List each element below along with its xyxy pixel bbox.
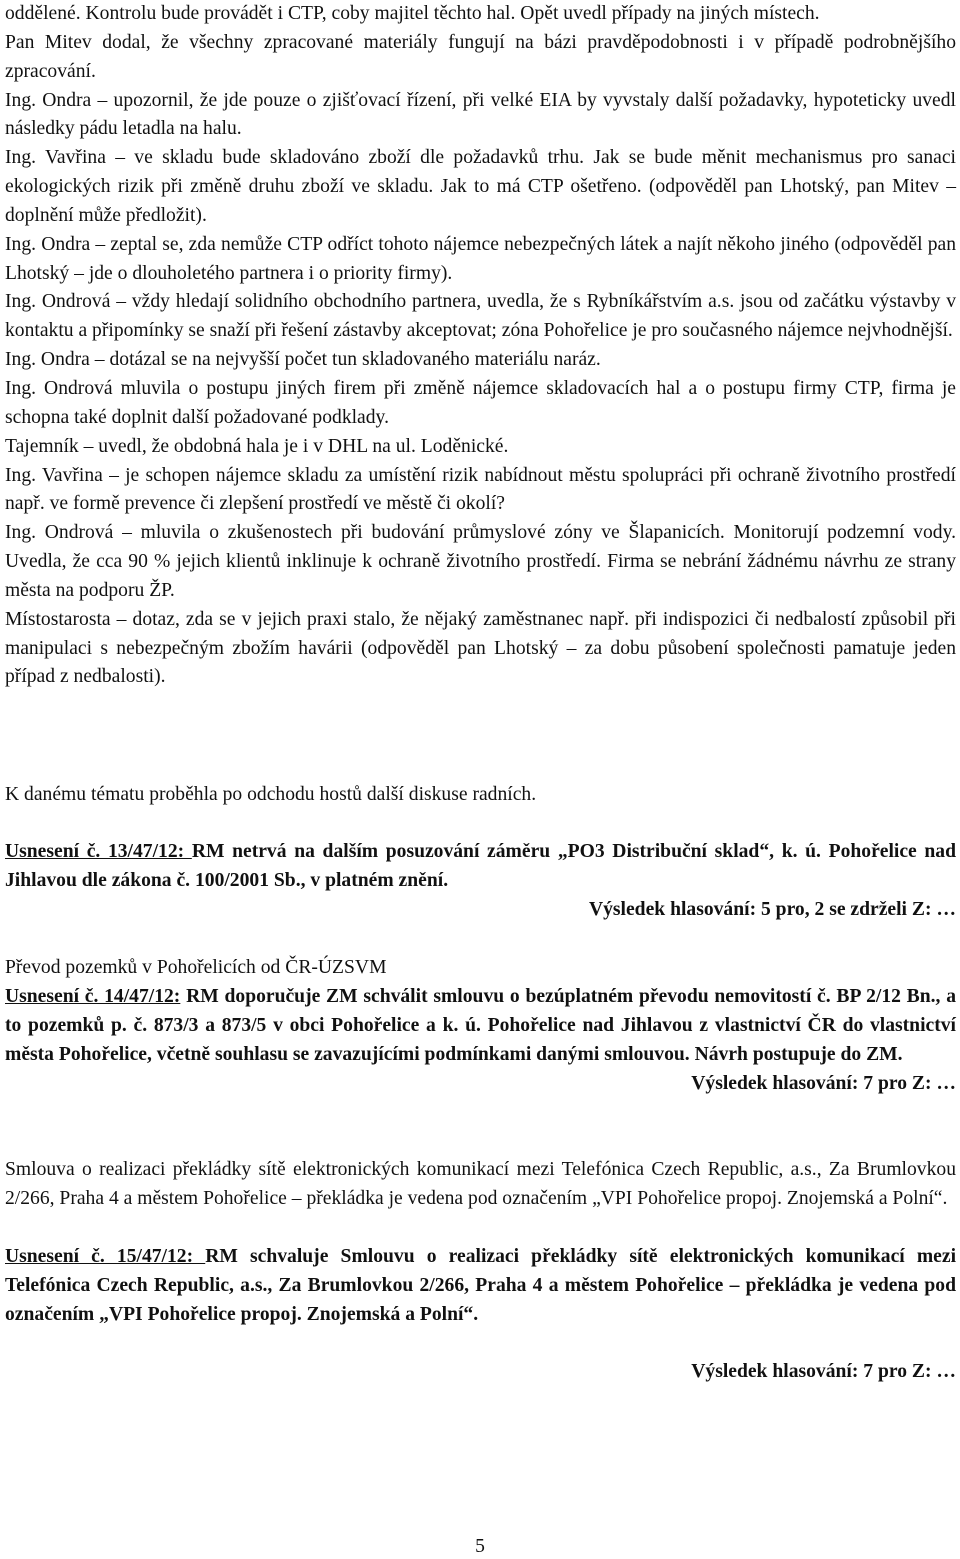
- resolution-15-label: Usnesení č. 15/47/12:: [5, 1246, 206, 1267]
- discussion-paragraph: Ing. Vavřina – je schopen nájemce skladu za umístění rizik nabídnout městu spolupráci při ochraně životního prostředí např. ve formě prevence či zlepšení prostředí ve městě či okolí?: [5, 464, 956, 515]
- discussion-paragraph: Tajemník – uvedl, že obdobná hala je i v DHL na ul. Loděnické.: [5, 435, 509, 457]
- page-number: 5: [475, 1536, 485, 1557]
- resolution-13-label: Usnesení č. 13/47/12:: [5, 841, 192, 862]
- resolution-14-vote: Výsledek hlasování: 7 pro Z: …: [691, 1072, 956, 1094]
- topic-15-text: Smlouva o realizaci překládky sítě elektronických komunikací mezi Telefónica Czech Republic, a.s., Za Brumlovkou 2/266, Praha 4 a městem Pohořelice – překládka je vedena pod označením „VPI Pohořelice propoj. Znojemská a Polní“.: [5, 1159, 956, 1209]
- resolution-13-vote: Výsledek hlasování: 5 pro, 2 se zdrželi Z: …: [588, 898, 956, 920]
- discussion-paragraph: Ing. Ondra – upozornil, že jde pouze o zjišťovací řízení, při velké EIA by vyvstaly další požadavky, hypoteticky uvedl následky pádu letadla na halu.: [5, 89, 956, 140]
- discussion-paragraph: Místostarosta – dotaz, zda se v jejich praxi stalo, že nějaký zaměstnanec např. při indispozici či nedbalostí způsobil při manipulaci s nebezpečným zbožím havárii (odpověděl pan Lhotský – za dobu působení společnosti pamatuje jeden případ z nedbalosti).: [5, 608, 956, 688]
- discussion-paragraph: Ing. Ondrová mluvila o postupu jiných firem při změně nájemce skladovacích hal a o postupu firmy CTP, firma je schopna také doplnit další požadované podklady.: [5, 377, 956, 428]
- discussion-paragraph: Ing. Ondrová – vždy hledají solidního obchodního partnera, uvedla, že s Rybníkářstvím a.s. jsou od začátku výstavby v kontaktu a připomínky se snaží při řešení zástavby akceptovat; zóna Pohořelice je pro současného nájemce nejvhodnější.: [5, 291, 956, 342]
- topic-14-title: [5, 954, 956, 983]
- discussion-paragraph: Ing. Ondra – dotázal se na nejvyšší počet tun skladovaného materiálu naráz.: [5, 349, 601, 371]
- resolution-14: [5, 983, 956, 1098]
- closing-note: [5, 781, 956, 810]
- resolution-15: [5, 1243, 956, 1386]
- resolution-15-vote: Výsledek hlasování: 7 pro Z: …: [691, 1360, 956, 1382]
- resolution-13-text: RM netrvá na dalším posuzování záměru „PO3 Distribuční sklad“, k. ú. Pohořelice nad Jihlavou dle zákona č. 100/2001 Sb., v platném znění.: [5, 841, 956, 891]
- discussion-paragraph: oddělené. Kontrolu bude provádět i CTP, coby majitel těchto hal. Opět uvedl případy na jiných místech.: [5, 3, 820, 24]
- resolution-14-body: [5, 983, 956, 1070]
- resolution-15-text: RM schvaluje Smlouvu o realizaci překládky sítě elektronických komunikací mezi Telefónica Czech Republic, a.s., Za Brumlovkou 2/266, Praha 4 a městem Pohořelice – překládka je vedena pod označením „VPI Pohořelice propoj. Znojemská a Polní“.: [5, 1246, 957, 1325]
- closing-note-text: K danému tématu proběhla po odchodu hostů další diskuse radních.: [5, 784, 537, 805]
- topic-15-title: [5, 1156, 956, 1214]
- discussion-section: [5, 0, 956, 692]
- resolution-14-text: RM doporučuje ZM schválit smlouvu o bezúplatném převodu nemovitostí č. BP 2/12 Bn., a to pozemků p. č. 873/3 a 873/5 v obci Pohořelice a k. ú. Pohořelice nad Jihlavou z vlastnictví ČR do vlastnictví města Pohořelice, včetně souhlasu se zavazujícími podmínkami danými smlouvou. Návrh postupuje do ZM.: [5, 986, 957, 1065]
- resolution-14-label: Usnesení č. 14/47/12:: [5, 986, 181, 1007]
- resolution-13-body: [5, 838, 956, 896]
- discussion-paragraph: Ing. Ondra – zeptal se, zda nemůže CTP odříct tohoto nájemce nebezpečných látek a najít někoho jiného (odpověděl pan Lhotský – jde o dlouholetého partnera i o priority firmy).: [5, 233, 956, 284]
- discussion-paragraph: Pan Mitev dodal, že všechny zpracované materiály fungují na bázi pravděpodobnosti i v případě podrobnějšího zpracování.: [5, 31, 956, 82]
- topic-14-text: Převod pozemků v Pohořelicích od ČR-ÚZSVM: [5, 957, 387, 978]
- discussion-paragraph: Ing. Ondrová – mluvila o zkušenostech při budování průmyslové zóny ve Šlapanicích. Monitorují podzemní vody. Uvedla, že cca 90 % jejich klientů inklinuje k ochraně životního prostředí. Firma se nebrání žádnému návrhu ze strany města na podporu ŽP.: [5, 522, 956, 601]
- resolution-13: [5, 838, 956, 925]
- resolution-15-body: [5, 1243, 956, 1330]
- discussion-paragraph: Ing. Vavřina – ve skladu bude skladováno zboží dle požadavků trhu. Jak se bude měnit mechanismus pro sanaci ekologických rizik při změně druhu zboží ve skladu. Jak to má CTP ošetřeno. (odpověděl pan Lhotský, pan Mitev – doplnění může předložit).: [5, 147, 956, 226]
